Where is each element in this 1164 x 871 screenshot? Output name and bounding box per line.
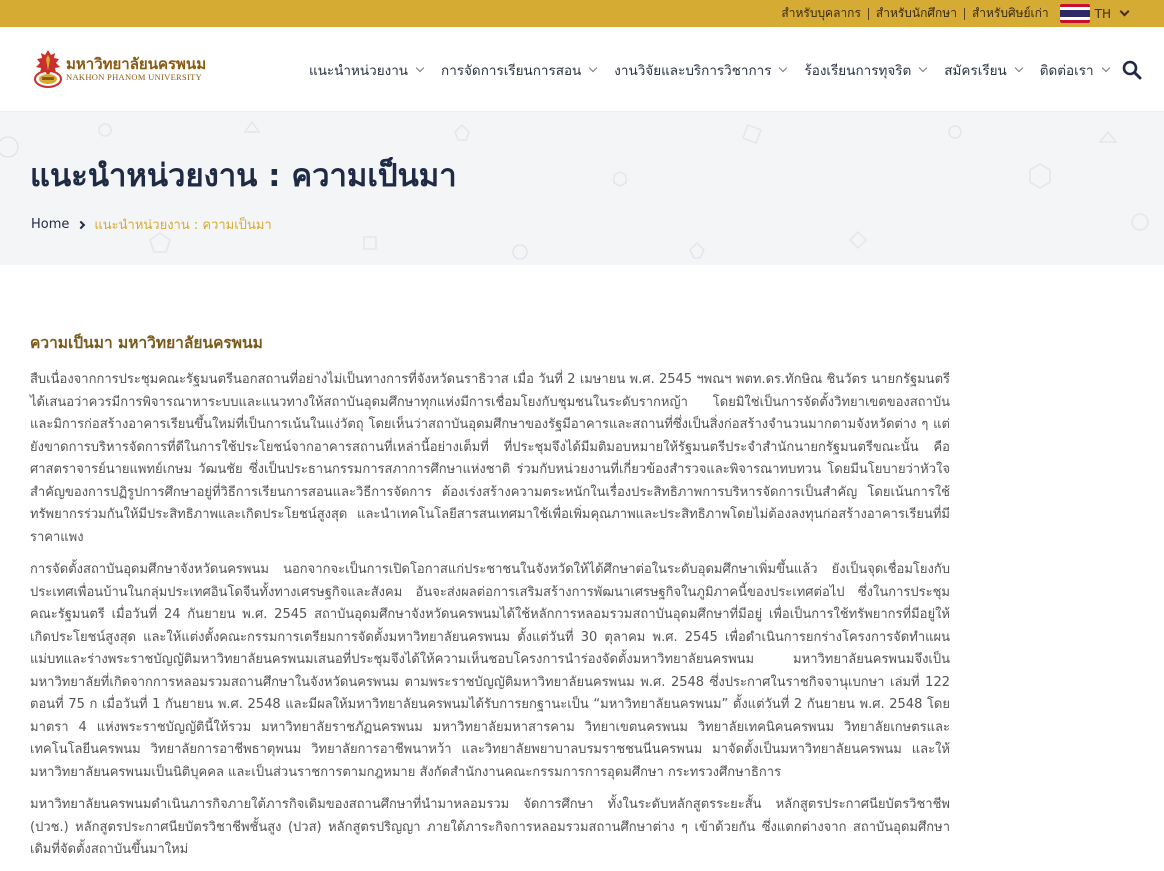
content-paragraph: มหาวิทยาลัยนครพนมดำเนินภารกิจภายใต้ภารกิจเดิมของสถานศึกษาที่นำมาหลอมรวม จัดการศึกษา ทั้งในระดับหลักสูตรระยะสั้น หลักสูตรประกาศนียบัตรวิชาชีพ (ปวช.) หลักสูตรประกาศนียบัตรวิชาชีพชั้นสูง (ปวส) หลักสูตรปริญญา ภายใต้ภาระกิจการหลอมรวมสถานศึกษาต่าง ๆ เข้าด้วยกัน ซึ่งแตกต่างจาก สถาบันอุดมศึกษาเดิมที่จัดตั้งสถาบันขึ้นมาใหม่	[30, 797, 950, 857]
logo-thai-name: มหาวิทยาลัยนครพนม	[66, 55, 207, 73]
page-title-banner	[0, 112, 1164, 265]
breadcrumb	[31, 214, 272, 235]
content-paragraph: สืบเนื่องจากการประชุมคณะรัฐมนตรีนอกสถานที่อย่างไม่เป็นทางการที่จังหวัดนราธิวาส เมื่อ วันที่ 2 เมษายน พ.ศ. 2545 ฯพณฯ พตท.ดร.ทักษิณ ชินวัตร นายกรัฐมนตรี ได้เสนอว่าควรมีการพิจารณาหาระบบและแนวทางให้สถาบันอุดมศึกษาทุกแห่งมีการเชื่อมโยงกับชุมชนในระดับรากหญ้า โดยมิใช่เป็นการจัดตั้งวิทยาเขตของสถาบัน และมิการก่อสร้างอาคารเรียนขึ้นใหม่ที่เป็นการเน้นในแง่วัตถุ โดยเห็นว่าสถาบันอุดมศึกษาของรัฐมีอาคารและสถานที่ซึ่งเป็นสิ่งก่อสร้างจำนวนมากตามจังหวัดต่าง ๆ แต่ยังขาดการบริหารจัดการที่ดีในการใช้ประโยชน์จากอาคารสถานที่เหล่านี้อย่างเต็มที่ ที่ประชุมจึงได้มีมติมอบหมายให้รัฐมนตรีประจำสำนักนายกรัฐมนตรีขณะนั้น คือ ศาสตราจารย์นายแพทย์เกษม วัฒนชัย ซึ่งเป็นประธานกรรมการสภาการศึกษาแห่งชาติ ร่วมกับหน่วยงานที่เกี่ยวข้องสำรวจและพิจารณาทบทวน โดยมีนโยบายว่าหัวใจสำคัญของการปฏิรูปการศึกษาอยู่ที่วิธีการเรียนการสอนและวิธีการจัดการ ต้องเร่งสร้างความตระหนักในเรื่องประสิทธิภาพการบริหารจัดการเป็นสำคัญ โดยเน้นการใช้ทรัพยากรร่วมกันให้มีประสิทธิภาพและเกิดประโยชน์สูงสุด และนำเทคโนโลยีสารสนเทศมาใช้เพื่อเพิ่มคุณภาพและประสิทธิภาพโดยไม่ต้องลงทุนก่อสร้างอาคารเรียนที่มีราคาแพง	[30, 372, 950, 545]
breadcrumb-current: แนะนำหน่วยงาน : ความเป็นมา	[94, 218, 272, 233]
chevron-down-icon	[416, 63, 424, 71]
search-icon[interactable]	[1122, 60, 1142, 80]
nav-item-admission[interactable]	[944, 59, 1021, 81]
page-title: แนะนำหน่วยงาน : ความเป็นมา	[30, 158, 457, 194]
section-heading: ความเป็นมา มหาวิทยาลัยนครพนม	[30, 334, 263, 352]
topbar-links	[774, 0, 1128, 27]
chevron-down-icon	[1120, 7, 1130, 17]
language-code: TH	[1094, 6, 1111, 21]
chevron-down-icon	[589, 63, 597, 71]
topbar-link-staff[interactable]: สำหรับบุคลากร	[781, 6, 861, 20]
breadcrumb-home-link[interactable]: Home	[31, 217, 70, 232]
topbar-link-alumni[interactable]: สำหรับศิษย์เก่า	[971, 6, 1049, 20]
nav-item-label: การจัดการเรียนการสอน	[441, 62, 582, 79]
chevron-down-icon	[1014, 63, 1022, 71]
nav-item-contact[interactable]	[1040, 59, 1109, 81]
main-header	[0, 27, 1164, 112]
university-emblem-icon	[33, 49, 63, 89]
nav-item-label: งานวิจัยและบริการวิชาการ	[614, 62, 772, 79]
language-selector[interactable]	[1060, 4, 1128, 23]
content-paragraph: การจัดตั้งสถาบันอุดมศึกษาจังหวัดนครพนม นอกจากจะเป็นการเปิดโอกาสแก่ประชาชนในจังหวัดให้ได้ศึกษาต่อในระดับอุดมศึกษาเพิ่มขึ้นแล้ว ยังเป็นจุดเชื่อมโยงกับประเทศเพื่อนบ้านในกลุ่มประเทศอินโดจีนทั้งทางเศรษฐกิจและสังคม อันจะส่งผลต่อการเสริมสร้างการพัฒนาเศรษฐกิจในภูมิภาคนี้ของประเทศต่อไป ซึ่งในการประชุมคณะรัฐมนตรี เมื่อวันที่ 24 กันยายน พ.ศ. 2545 สถาบันอุดมศึกษาจังหวัดนครพนมได้ใช้หลักการหลอมรวมสถาบันอุดมศึกษาที่มีอยู่ เพื่อเป็นการใช้ทรัพยากรที่มีอยู่ให้เกิดประโยชน์สูงสุด และให้แต่งตั้งคณะกรรมการเตรียมการจัดตั้งมหาวิทยาลัยนครพนม ตั้งแต่วันที่ 30 ตุลาคม พ.ศ. 2545 เพื่อดำเนินการยกร่างโครงการจัดทำแผนแม่บทและร่างพระราชบัญญัติมหาวิทยาลัยนครพนมเสนอที่ประชุมจึงได้ให้ความเห็นชอบโครงการนำร่องจัดตั้งมหาวิทยาลัยนครพนม มหาวิทยาลัยนครพนมจึงเป็นมหาวิทยาลัยที่เกิดจากการหลอมรวมสถานศึกษาในจังหวัดนครพนม ตามพระราชบัญญัติมหาวิทยาลัยนครพนม พ.ศ. 2548 ซึ่งประกาศในราชกิจจานุเบกษา เล่มที่ 122 ตอนที่ 75 ก เมื่อวันที่ 1 กันยายน พ.ศ. 2548 และมีผลให้มหาวิทยาลัยนครพนมได้รับการยกฐานะเป็น “มหาวิทยาลัยนครพนม” ตั้งแต่วันที่ 2 กันยายน พ.ศ. 2548 โดยมาตรา 4 แห่งพระราชบัญญัตินี้ให้รวม มหาวิทยาลัยราชภัฏนครพนม มหาวิทยาลัยมหาสารคาม วิทยาเขตนครพนม วิทยาลัยเทคนิคนครพนม วิทยาลัยเกษตรและเทคโนโลยีนครพนม วิทยาลัยการอาชีพธาตุพนม วิทยาลัยการอาชีพนาหว้า และวิทยาลัยพยาบาลบรมราชชนนีนครพนม มาจัดตั้งเป็นมหาวิทยาลัยนครพนม และให้มหาวิทยาลัยนครพนมเป็นนิติบุคคล และเป็นส่วนราชการตามกฎหมาย สังกัดสำนักงานคณะกรรมการการอุดมศึกษา กระทรวงศึกษาธิการ	[30, 562, 950, 780]
nav-item-label: ร้องเรียนการทุจริต	[804, 62, 912, 79]
nav-item-about[interactable]	[309, 59, 423, 81]
chevron-down-icon	[1101, 63, 1109, 71]
chevron-down-icon	[919, 63, 927, 71]
university-logo[interactable]	[33, 49, 206, 89]
nav-item-label: สมัครเรียน	[944, 62, 1007, 79]
thai-flag-icon	[1060, 4, 1090, 23]
logo-english-name: NAKHON PHANOM UNIVERSITY	[66, 72, 203, 82]
nav-item-label: ติดต่อเรา	[1039, 62, 1094, 79]
topbar-separator	[964, 8, 965, 20]
main-content	[30, 330, 950, 871]
nav-item-label: แนะนำหน่วยงาน	[309, 62, 409, 79]
nav-item-research[interactable]	[614, 59, 786, 81]
main-nav	[309, 27, 1127, 112]
chevron-down-icon	[779, 63, 787, 71]
topbar-separator	[868, 8, 869, 20]
nav-item-complaints[interactable]	[804, 59, 926, 81]
topbar-link-students[interactable]: สำหรับนักศึกษา	[875, 6, 957, 20]
nav-item-teaching[interactable]	[441, 59, 596, 81]
topbar	[0, 0, 1164, 27]
chevron-right-icon	[77, 220, 85, 228]
